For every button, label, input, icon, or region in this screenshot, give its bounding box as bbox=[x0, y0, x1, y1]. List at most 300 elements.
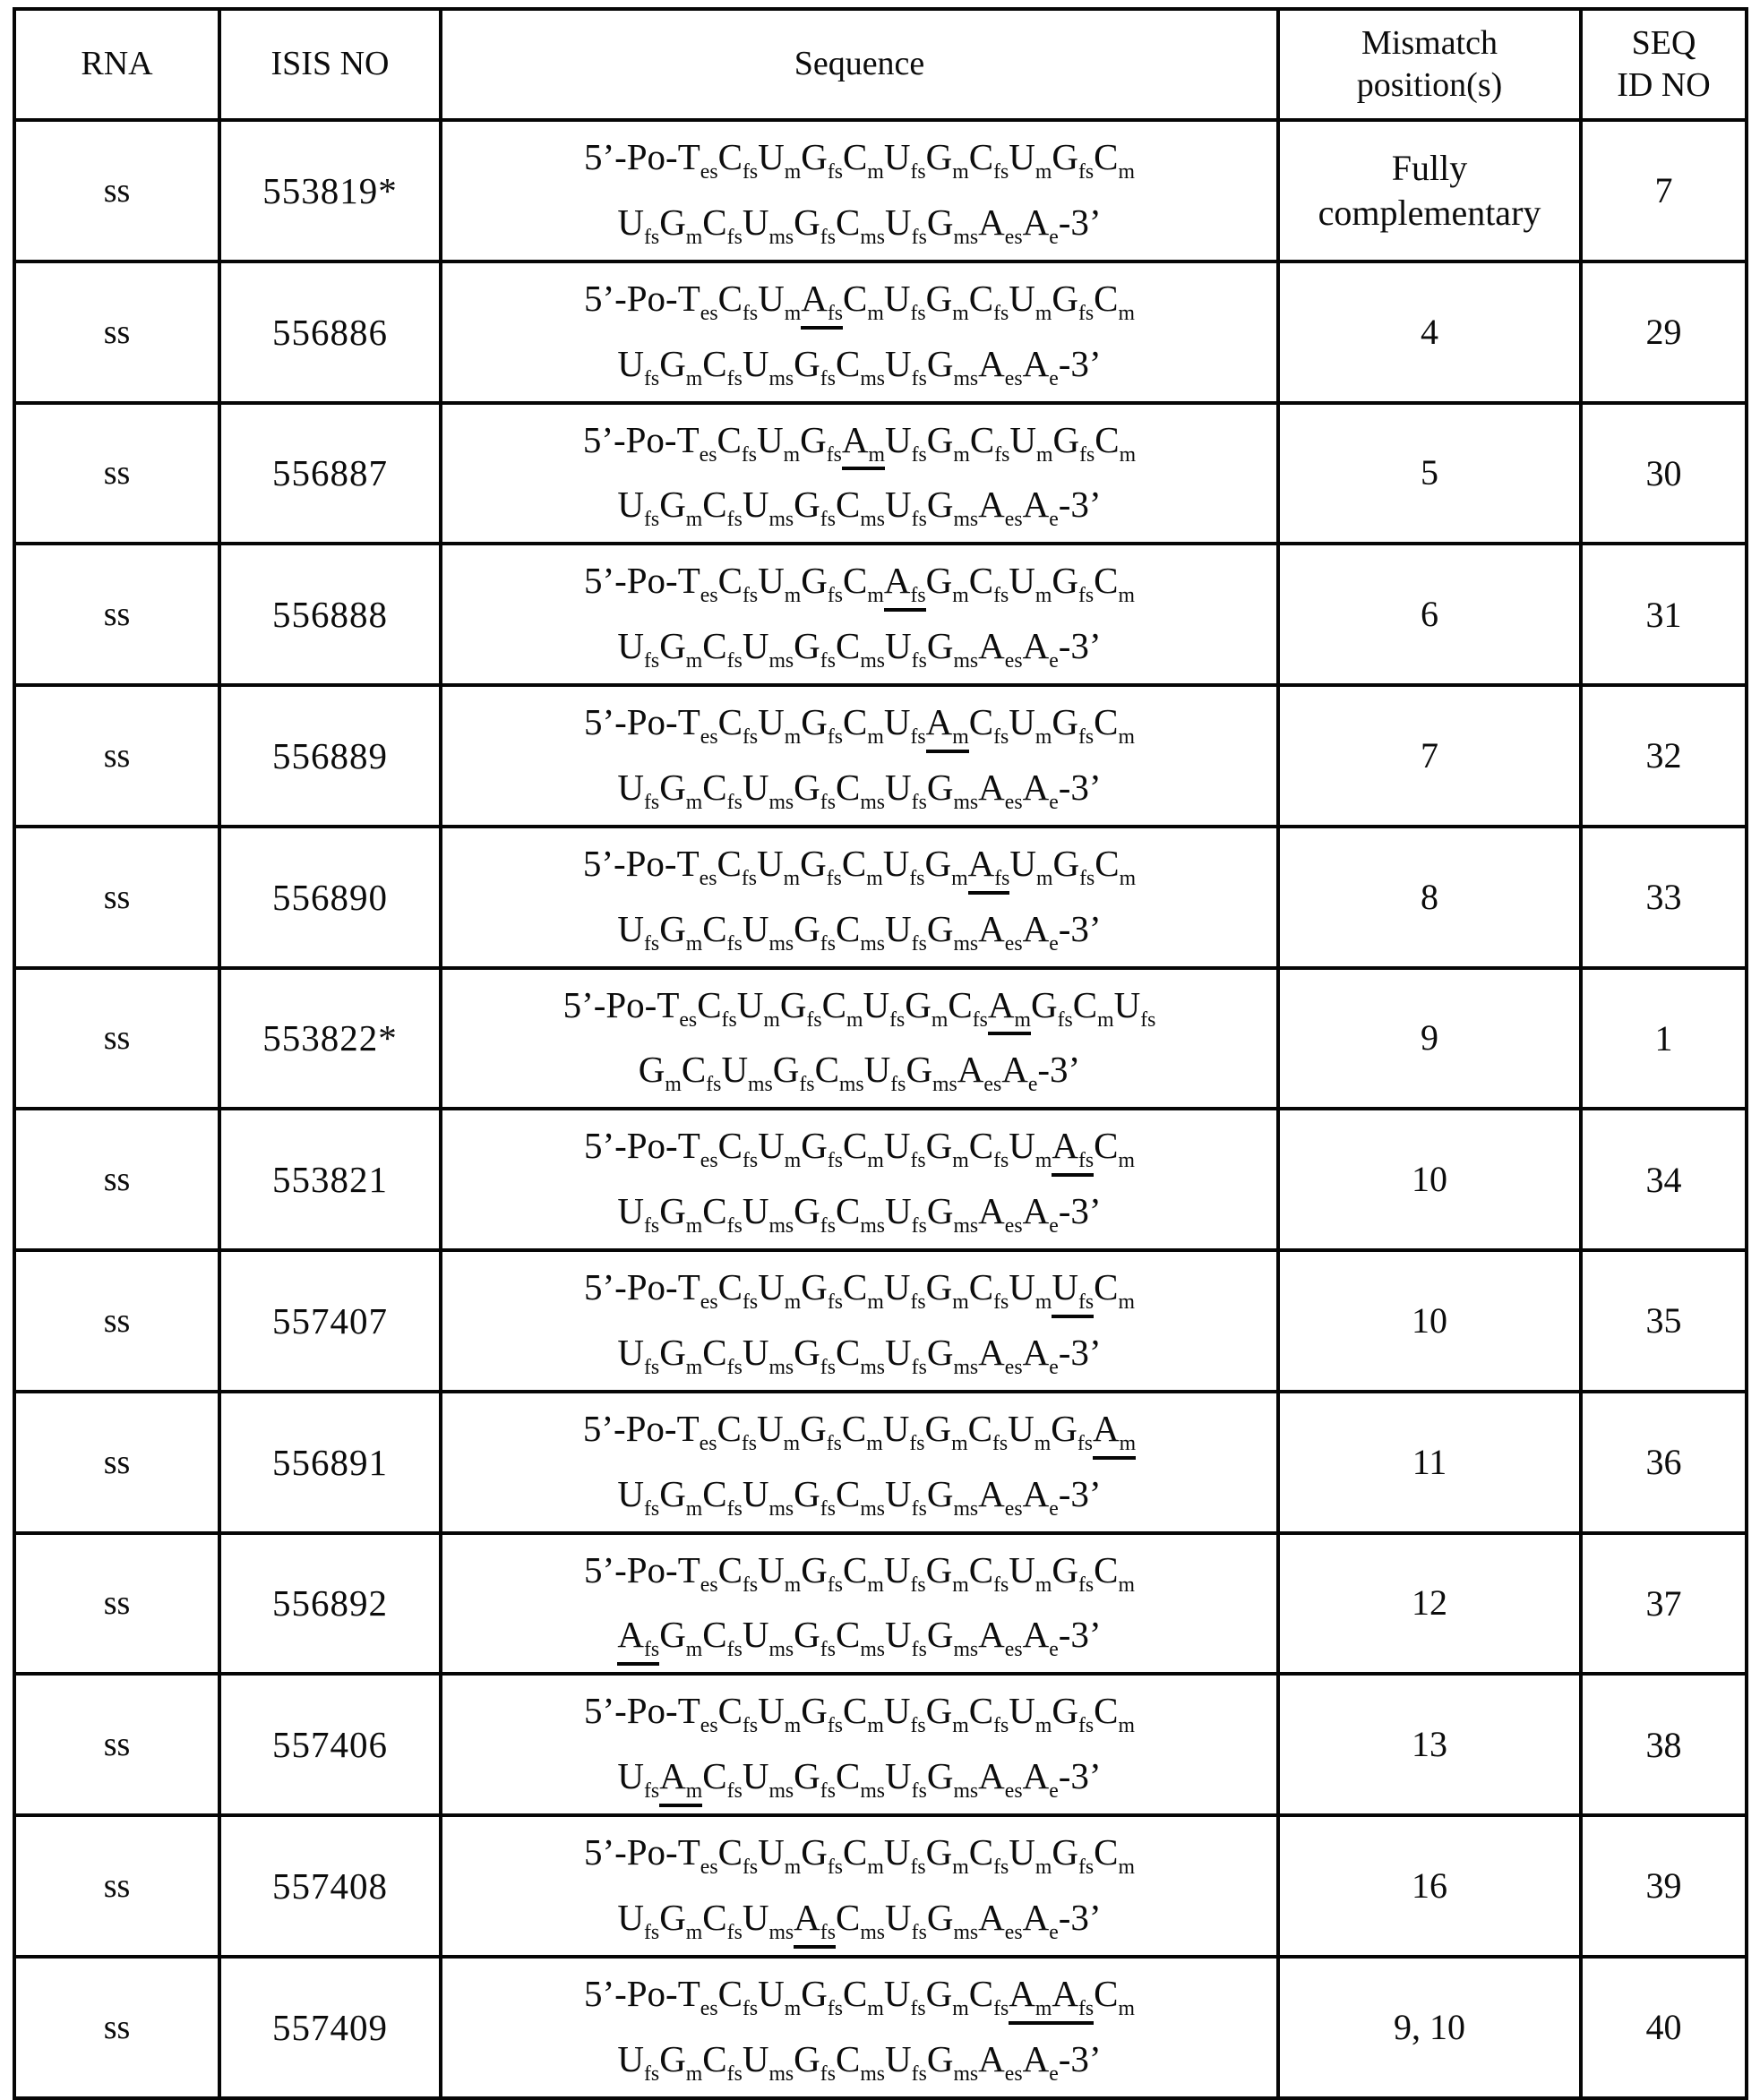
chemistry-subscript: fs bbox=[726, 1214, 743, 1239]
table-row bbox=[14, 120, 1747, 261]
isis-cell: 557409 bbox=[219, 1957, 441, 2098]
chemistry-subscript: es bbox=[699, 866, 717, 890]
chemistry-subscript: fs bbox=[721, 1007, 737, 1032]
chemistry-subscript: fs bbox=[827, 584, 843, 608]
table-row bbox=[14, 261, 1747, 403]
rna-cell: ss bbox=[14, 403, 219, 544]
chemistry-subscript: m bbox=[685, 508, 703, 532]
chemistry-subscript: ms bbox=[860, 366, 886, 390]
chemistry-subscript: es bbox=[1004, 508, 1023, 532]
sequence-line-1: $5’-Po-T_{es}C_{fs}U_mG_{fs}C_mU_{fs}G_mC_{fs}A_mG_{fs}C_mU_{fs}$ bbox=[448, 973, 1271, 1039]
chemistry-subscript: fs bbox=[911, 1779, 927, 1804]
chemistry-subscript: fs bbox=[1078, 1855, 1095, 1879]
chemistry-subscript: fs bbox=[827, 1149, 843, 1173]
chemistry-subscript: fs bbox=[726, 1779, 743, 1804]
chemistry-subscript: es bbox=[700, 1573, 718, 1597]
mismatch-cell: 12 bbox=[1278, 1533, 1581, 1675]
chemistry-subscript: m bbox=[685, 790, 703, 814]
chemistry-subscript: es bbox=[699, 1431, 717, 1455]
sequence-cell bbox=[441, 120, 1278, 261]
table-row bbox=[14, 968, 1747, 1110]
chemistry-subscript: fs bbox=[726, 1920, 743, 1944]
chemistry-subscript: es bbox=[700, 1290, 718, 1314]
chemistry-subscript: fs bbox=[742, 1149, 759, 1173]
chemistry-subscript: fs bbox=[910, 584, 926, 608]
chemistry-subscript: fs bbox=[994, 866, 1010, 890]
rna-cell: ss bbox=[14, 544, 219, 685]
chemistry-subscript: e bbox=[1049, 1355, 1059, 1379]
chemistry-subscript: ms bbox=[860, 1496, 886, 1521]
chemistry-subscript: fs bbox=[910, 724, 926, 749]
chemistry-subscript: m bbox=[952, 159, 969, 184]
chemistry-subscript: fs bbox=[910, 159, 926, 184]
sequence-line-1: $5’-Po-T_{es}C_{fs}U_mG_{fs}C_mU_{fs}G_mC_{fs}U_mG_{fs}C_m$ bbox=[583, 1831, 1136, 1879]
sequence-line-2: $U_{fs}G_mC_{fs}U_{ms}G_{fs}C_{ms}U_{fs}G_{ms}A_{es}A_e-3$’ bbox=[617, 201, 1102, 249]
chemistry-subscript: es bbox=[983, 1073, 1002, 1097]
mismatch-cell: 6 bbox=[1278, 544, 1581, 685]
rna-cell: ss bbox=[14, 685, 219, 827]
mismatch-underline: $A_{fs}$ bbox=[968, 845, 1010, 895]
chemistry-subscript: fs bbox=[741, 442, 757, 467]
sequence-line-1: $5’-Po-T_{es}C_{fs}U_mA_{fs}C_mU_{fs}G_mC_{fs}U_mG_{fs}C_m$ bbox=[448, 267, 1271, 332]
header-rna: RNA bbox=[14, 9, 219, 120]
chemistry-subscript: es bbox=[1004, 225, 1023, 249]
sequence-line-2: $U_{fs}A_mC_{fs}U_{ms}G_{fs}C_{ms}U_{fs}G_{ms}A_{es}A_e-3$’ bbox=[448, 1744, 1271, 1810]
isis-cell: 553819* bbox=[219, 120, 441, 261]
chemistry-subscript: ms bbox=[768, 649, 794, 673]
sequence-cell bbox=[441, 544, 1278, 685]
chemistry-subscript: fs bbox=[1057, 1007, 1073, 1032]
chemistry-subscript: fs bbox=[820, 1355, 836, 1379]
chemistry-subscript: m bbox=[784, 1290, 802, 1314]
chemistry-subscript: m bbox=[685, 1214, 703, 1239]
chemistry-subscript: m bbox=[867, 1714, 884, 1738]
seqid-cell: 1 bbox=[1581, 968, 1747, 1110]
chemistry-subscript: fs bbox=[993, 1855, 1009, 1879]
seqid-cell: 7 bbox=[1581, 120, 1747, 261]
sequence-line-1: $5’-Po-T_{es}C_{fs}U_mG_{fs}C_mU_{fs}G_mC_{fs}U_mG_{fs}C_m$ bbox=[583, 1548, 1136, 1597]
chemistry-subscript: fs bbox=[911, 1496, 927, 1521]
chemistry-subscript: fs bbox=[911, 2061, 927, 2086]
chemistry-subscript: m bbox=[685, 2061, 703, 2086]
chemistry-subscript: m bbox=[867, 724, 884, 749]
mismatch-cell: 13 bbox=[1278, 1674, 1581, 1815]
sequence-line-1: $5’-Po-T_{es}C_{fs}U_mG_{fs}C_mU_{fs}A_mC_{fs}U_mG_{fs}C_m$ bbox=[448, 690, 1271, 756]
chemistry-subscript: m bbox=[685, 225, 703, 249]
chemistry-subscript: fs bbox=[827, 1290, 843, 1314]
chemistry-subscript: ms bbox=[953, 1496, 979, 1521]
seqid-cell: 30 bbox=[1581, 403, 1747, 544]
chemistry-subscript: fs bbox=[911, 1355, 927, 1379]
chemistry-subscript: fs bbox=[742, 1714, 759, 1738]
chemistry-subscript: m bbox=[952, 724, 969, 749]
sequence-cell bbox=[441, 1533, 1278, 1675]
sequence-line-1: $5’-Po-T_{es}C_{fs}U_mG_{fs}A_mU_{fs}G_mC_{fs}U_mG_{fs}C_m$ bbox=[448, 408, 1271, 474]
chemistry-subscript: m bbox=[1035, 1149, 1052, 1173]
chemistry-subscript: fs bbox=[827, 159, 843, 184]
chemistry-subscript: ms bbox=[953, 649, 979, 673]
chemistry-subscript: m bbox=[784, 724, 802, 749]
header-mismatch-positions: Mismatch position(s) bbox=[1278, 9, 1581, 120]
header-row bbox=[14, 9, 1747, 120]
sequence-cell bbox=[441, 1250, 1278, 1392]
chemistry-subscript: fs bbox=[993, 584, 1009, 608]
chemistry-subscript: m bbox=[1035, 724, 1052, 749]
rna-cell: ss bbox=[14, 261, 219, 403]
chemistry-subscript: ms bbox=[768, 225, 794, 249]
chemistry-subscript: m bbox=[1119, 442, 1137, 467]
chemistry-subscript: ms bbox=[768, 1638, 794, 1662]
chemistry-subscript: m bbox=[1014, 1007, 1031, 1032]
table-row bbox=[14, 1109, 1747, 1250]
chemistry-subscript: fs bbox=[726, 225, 743, 249]
mismatch-cell: 11 bbox=[1278, 1392, 1581, 1533]
chemistry-subscript: fs bbox=[644, 931, 660, 956]
chemistry-subscript: fs bbox=[644, 508, 660, 532]
chemistry-subscript: m bbox=[784, 1149, 802, 1173]
chemistry-subscript: es bbox=[1004, 931, 1023, 956]
chemistry-subscript: fs bbox=[726, 366, 743, 390]
mismatch-underline: $A_m$ bbox=[988, 987, 1031, 1036]
chemistry-subscript: ms bbox=[953, 790, 979, 814]
chemistry-subscript: m bbox=[685, 1355, 703, 1379]
seqid-cell: 32 bbox=[1581, 685, 1747, 827]
chemistry-subscript: ms bbox=[860, 1355, 886, 1379]
chemistry-subscript: m bbox=[1036, 866, 1053, 890]
chemistry-subscript: m bbox=[867, 1573, 884, 1597]
mismatch-cell: 8 bbox=[1278, 827, 1581, 968]
table-row bbox=[14, 1250, 1747, 1392]
isis-cell: 553821 bbox=[219, 1109, 441, 1250]
chemistry-subscript: fs bbox=[820, 1214, 836, 1239]
chemistry-subscript: e bbox=[1049, 508, 1059, 532]
chemistry-subscript: fs bbox=[827, 301, 843, 325]
sequence-cell bbox=[441, 403, 1278, 544]
chemistry-subscript: fs bbox=[820, 1920, 836, 1944]
chemistry-subscript: fs bbox=[827, 724, 843, 749]
sequence-cell bbox=[441, 1815, 1278, 1957]
chemistry-subscript: m bbox=[867, 301, 884, 325]
chemistry-subscript: ms bbox=[953, 366, 979, 390]
chemistry-subscript: ms bbox=[953, 1638, 979, 1662]
chemistry-subscript: ms bbox=[768, 1920, 794, 1944]
chemistry-subscript: m bbox=[783, 866, 801, 890]
chemistry-subscript: fs bbox=[726, 1638, 743, 1662]
chemistry-subscript: fs bbox=[742, 301, 759, 325]
chemistry-subscript: fs bbox=[993, 1573, 1009, 1597]
chemistry-subscript: e bbox=[1049, 931, 1059, 956]
chemistry-subscript: fs bbox=[1078, 724, 1095, 749]
chemistry-subscript: fs bbox=[910, 1855, 926, 1879]
chemistry-subscript: ms bbox=[953, 1920, 979, 1944]
chemistry-subscript: fs bbox=[827, 1573, 843, 1597]
chemistry-subscript: m bbox=[867, 1855, 884, 1879]
chemistry-subscript: ms bbox=[953, 1355, 979, 1379]
table-row bbox=[14, 544, 1747, 685]
chemistry-subscript: fs bbox=[1078, 584, 1095, 608]
table-row bbox=[14, 1815, 1747, 1957]
sequence-line-2: $U_{fs}G_mC_{fs}U_{ms}G_{fs}C_{ms}U_{fs}G_{ms}A_{es}A_e-3$’ bbox=[617, 1331, 1102, 1379]
chemistry-subscript: ms bbox=[748, 1073, 773, 1097]
chemistry-subscript: ms bbox=[953, 931, 979, 956]
chemistry-subscript: es bbox=[1004, 1920, 1023, 1944]
chemistry-subscript: e bbox=[1027, 1073, 1038, 1097]
table-row bbox=[14, 403, 1747, 544]
chemistry-subscript: fs bbox=[1078, 1290, 1095, 1314]
mismatch-underline: $A_m$ bbox=[926, 704, 969, 753]
chemistry-subscript: fs bbox=[994, 442, 1010, 467]
chemistry-subscript: fs bbox=[911, 649, 927, 673]
table-row bbox=[14, 1392, 1747, 1533]
isis-cell: 557408 bbox=[219, 1815, 441, 1957]
chemistry-subscript: m bbox=[1035, 159, 1052, 184]
chemistry-subscript: fs bbox=[644, 225, 660, 249]
seqid-cell: 40 bbox=[1581, 1957, 1747, 2098]
chemistry-subscript: fs bbox=[742, 159, 759, 184]
chemistry-subscript: ms bbox=[768, 366, 794, 390]
chemistry-subscript: ms bbox=[768, 2061, 794, 2086]
isis-cell: 556890 bbox=[219, 827, 441, 968]
chemistry-subscript: ms bbox=[953, 508, 979, 532]
chemistry-subscript: m bbox=[1118, 159, 1136, 184]
chemistry-subscript: ms bbox=[953, 225, 979, 249]
chemistry-subscript: fs bbox=[911, 508, 927, 532]
chemistry-subscript: fs bbox=[911, 1920, 927, 1944]
chemistry-subscript: m bbox=[1119, 1431, 1137, 1455]
sequence-line-2: $U_{fs}G_mC_{fs}U_{ms}G_{fs}C_{ms}U_{fs}G_{ms}A_{es}A_e-3$’ bbox=[617, 1472, 1102, 1521]
chemistry-subscript: fs bbox=[827, 1714, 843, 1738]
chemistry-subscript: m bbox=[1118, 1149, 1136, 1173]
chemistry-subscript: ms bbox=[860, 931, 886, 956]
seqid-cell: 31 bbox=[1581, 544, 1747, 685]
chemistry-subscript: fs bbox=[911, 225, 927, 249]
chemistry-subscript: m bbox=[868, 442, 885, 467]
mismatch-cell: 9, 10 bbox=[1278, 1957, 1581, 2098]
chemistry-subscript: fs bbox=[726, 508, 743, 532]
seqid-cell: 37 bbox=[1581, 1533, 1747, 1675]
chemistry-subscript: fs bbox=[742, 1573, 759, 1597]
chemistry-subscript: m bbox=[1118, 1573, 1136, 1597]
chemistry-subscript: m bbox=[952, 1714, 969, 1738]
chemistry-subscript: fs bbox=[726, 1355, 743, 1379]
chemistry-subscript: fs bbox=[820, 790, 836, 814]
sequence-line-2: $U_{fs}G_mC_{fs}U_{ms}G_{fs}C_{ms}U_{fs}G_{ms}A_{es}A_e-3$’ bbox=[617, 484, 1102, 532]
table-row bbox=[14, 1674, 1747, 1815]
chemistry-subscript: fs bbox=[726, 790, 743, 814]
rna-cell: ss bbox=[14, 968, 219, 1110]
sequence-cell bbox=[441, 968, 1278, 1110]
isis-cell: 553822* bbox=[219, 968, 441, 1110]
chemistry-subscript: ms bbox=[932, 1073, 957, 1097]
chemistry-subscript: fs bbox=[820, 508, 836, 532]
chemistry-subscript: m bbox=[866, 1431, 883, 1455]
chemistry-subscript: m bbox=[1035, 584, 1052, 608]
chemistry-subscript: fs bbox=[992, 1431, 1009, 1455]
chemistry-subscript: fs bbox=[1078, 1149, 1095, 1173]
isis-cell: 557406 bbox=[219, 1674, 441, 1815]
chemistry-subscript: fs bbox=[644, 1355, 660, 1379]
chemistry-subscript: ms bbox=[768, 1214, 794, 1239]
chemistry-subscript: fs bbox=[726, 931, 743, 956]
chemistry-subscript: es bbox=[700, 1855, 718, 1879]
chemistry-subscript: m bbox=[951, 866, 968, 890]
chemistry-subscript: m bbox=[1035, 301, 1052, 325]
chemistry-subscript: fs bbox=[742, 1996, 759, 2020]
chemistry-subscript: fs bbox=[910, 1290, 926, 1314]
chemistry-subscript: m bbox=[784, 301, 802, 325]
chemistry-subscript: fs bbox=[820, 366, 836, 390]
sequence-line-1: $5’-Po-T_{es}C_{fs}U_mG_{fs}C_mA_{fs}G_mC_{fs}U_mG_{fs}C_m$ bbox=[448, 549, 1271, 614]
chemistry-subscript: fs bbox=[1079, 866, 1095, 890]
chemistry-subscript: ms bbox=[838, 1073, 864, 1097]
mismatch-underline: $A_{fs}$ bbox=[884, 562, 926, 612]
chemistry-subscript: m bbox=[953, 442, 970, 467]
chemistry-subscript: m bbox=[784, 584, 802, 608]
rna-cell: ss bbox=[14, 1250, 219, 1392]
chemistry-subscript: m bbox=[1119, 866, 1137, 890]
chemistry-subscript: fs bbox=[644, 1779, 660, 1804]
chemistry-subscript: fs bbox=[820, 225, 836, 249]
chemistry-subscript: fs bbox=[820, 2061, 836, 2086]
sequence-cell bbox=[441, 1392, 1278, 1533]
chemistry-subscript: ms bbox=[860, 225, 886, 249]
seqid-cell: 36 bbox=[1581, 1392, 1747, 1533]
table-row bbox=[14, 827, 1747, 968]
chemistry-subscript: fs bbox=[1078, 1714, 1095, 1738]
seqid-cell: 35 bbox=[1581, 1250, 1747, 1392]
table-body bbox=[14, 120, 1747, 2098]
chemistry-subscript: ms bbox=[953, 1779, 979, 1804]
sequence-line-2: $U_{fs}G_mC_{fs}U_{ms}G_{fs}C_{ms}U_{fs}G_{ms}A_{es}A_e-3$’ bbox=[617, 766, 1102, 814]
mismatch-cell: Fully complementary bbox=[1278, 120, 1581, 261]
mismatch-cell: 4 bbox=[1278, 261, 1581, 403]
chemistry-subscript: e bbox=[1049, 649, 1059, 673]
table-row bbox=[14, 685, 1747, 827]
chemistry-subscript: ms bbox=[768, 1779, 794, 1804]
rna-cell: ss bbox=[14, 1957, 219, 2098]
chemistry-subscript: m bbox=[1118, 301, 1136, 325]
sequence-line-2: $U_{fs}G_mC_{fs}U_{ms}G_{fs}C_{ms}U_{fs}G_{ms}A_{es}A_e-3$’ bbox=[617, 625, 1102, 673]
chemistry-subscript: fs bbox=[742, 1855, 759, 1879]
mismatch-underline: $A_{fs}$ bbox=[794, 1899, 836, 1949]
header-isis-no: ISIS NO bbox=[219, 9, 441, 120]
chemistry-subscript: m bbox=[1118, 1855, 1136, 1879]
mismatch-underline: $U_{fs}$ bbox=[1052, 1269, 1094, 1318]
chemistry-subscript: fs bbox=[910, 1149, 926, 1173]
chemistry-subscript: fs bbox=[993, 724, 1009, 749]
sequence-cell bbox=[441, 685, 1278, 827]
sequence-cell bbox=[441, 1109, 1278, 1250]
sequence-line-1: $5’-Po-T_{es}C_{fs}U_mG_{fs}C_mU_{fs}G_mC_{fs}U_mA_{fs}C_m$ bbox=[448, 1114, 1271, 1179]
chemistry-subscript: ms bbox=[768, 790, 794, 814]
chemistry-subscript: fs bbox=[826, 442, 842, 467]
chemistry-subscript: fs bbox=[726, 1496, 743, 1521]
chemistry-subscript: fs bbox=[820, 1496, 836, 1521]
sequence-cell bbox=[441, 827, 1278, 968]
chemistry-subscript: ms bbox=[860, 1920, 886, 1944]
table-row bbox=[14, 1957, 1747, 2098]
sequence-line-1: $5’-Po-T_{es}C_{fs}U_mG_{fs}C_mU_{fs}G_mC_{fs}U_mG_{fs}A_m$ bbox=[448, 1397, 1271, 1462]
chemistry-subscript: fs bbox=[644, 2061, 660, 2086]
sequence-line-2: $U_{fs}G_mC_{fs}U_{ms}G_{fs}C_{ms}U_{fs}G_{ms}A_{es}A_e-3$’ bbox=[617, 1190, 1102, 1239]
chemistry-subscript: fs bbox=[911, 366, 927, 390]
chemistry-subscript: es bbox=[1004, 1355, 1023, 1379]
chemistry-subscript: m bbox=[867, 159, 884, 184]
sequence-line-2: $U_{fs}G_mC_{fs}U_{ms}A_{fs}C_{ms}U_{fs}G_{ms}A_{es}A_e-3$’ bbox=[448, 1886, 1271, 1951]
chemistry-subscript: fs bbox=[993, 159, 1009, 184]
chemistry-subscript: ms bbox=[860, 790, 886, 814]
sequence-line-1: $5’-Po-T_{es}C_{fs}U_mG_{fs}C_mU_{fs}G_mC_{fs}U_mU_{fs}C_m$ bbox=[448, 1256, 1271, 1321]
chemistry-subscript: fs bbox=[706, 1073, 722, 1097]
chemistry-subscript: m bbox=[1035, 1573, 1052, 1597]
mismatch-cell: 5 bbox=[1278, 403, 1581, 544]
chemistry-subscript: e bbox=[1049, 1779, 1059, 1804]
chemistry-subscript: m bbox=[783, 1431, 801, 1455]
chemistry-subscript: fs bbox=[644, 790, 660, 814]
rna-cell: ss bbox=[14, 1533, 219, 1675]
chemistry-subscript: m bbox=[952, 1996, 969, 2020]
chemistry-subscript: e bbox=[1049, 2061, 1059, 2086]
chemistry-subscript: m bbox=[867, 584, 884, 608]
chemistry-subscript: m bbox=[1035, 1290, 1052, 1314]
chemistry-subscript: fs bbox=[799, 1073, 815, 1097]
chemistry-subscript: es bbox=[700, 301, 718, 325]
chemistry-subscript: ms bbox=[953, 1214, 979, 1239]
sequence-line-2: $U_{fs}G_mC_{fs}U_{ms}G_{fs}C_{ms}U_{fs}G_{ms}A_{es}A_e-3$’ bbox=[617, 907, 1102, 956]
sequence-cell bbox=[441, 261, 1278, 403]
chemistry-subscript: ms bbox=[768, 508, 794, 532]
chemistry-subscript: fs bbox=[911, 442, 927, 467]
chemistry-subscript: e bbox=[1049, 1638, 1059, 1662]
chemistry-subscript: fs bbox=[911, 1214, 927, 1239]
chemistry-subscript: es bbox=[679, 1007, 698, 1032]
rna-cell: ss bbox=[14, 1674, 219, 1815]
mismatch-cell: 9 bbox=[1278, 968, 1581, 1110]
chemistry-subscript: fs bbox=[820, 931, 836, 956]
chemistry-subscript: es bbox=[1004, 366, 1023, 390]
mismatch-underline: $A_m$ bbox=[1093, 1410, 1136, 1460]
chemistry-subscript: fs bbox=[644, 649, 660, 673]
chemistry-subscript: fs bbox=[644, 1638, 660, 1662]
chemistry-subscript: m bbox=[784, 1855, 802, 1879]
isis-cell: 556892 bbox=[219, 1533, 441, 1675]
chemistry-subscript: fs bbox=[909, 1431, 925, 1455]
chemistry-subscript: es bbox=[700, 584, 718, 608]
chemistry-subscript: fs bbox=[1078, 1996, 1095, 2020]
rna-cell: ss bbox=[14, 1109, 219, 1250]
chemistry-subscript: m bbox=[1118, 1996, 1136, 2020]
chemistry-subscript: m bbox=[685, 931, 703, 956]
mismatch-underline: $A_{fs}$ bbox=[1052, 1127, 1094, 1177]
chemistry-subscript: m bbox=[1118, 1714, 1136, 1738]
chemistry-subscript: fs bbox=[644, 1496, 660, 1521]
sequence-cell bbox=[441, 1674, 1278, 1815]
sequence-line-1: $5’-Po-T_{es}C_{fs}U_mG_{fs}C_mU_{fs}G_mA_{fs}U_mG_{fs}C_m$ bbox=[448, 832, 1271, 897]
chemistry-subscript: es bbox=[1004, 1779, 1023, 1804]
chemistry-subscript: fs bbox=[741, 866, 757, 890]
chemistry-subscript: fs bbox=[827, 1855, 843, 1879]
chemistry-subscript: fs bbox=[644, 1920, 660, 1944]
chemistry-subscript: es bbox=[700, 1714, 718, 1738]
chemistry-subscript: m bbox=[952, 584, 969, 608]
table-header bbox=[14, 9, 1747, 120]
chemistry-subscript: fs bbox=[1140, 1007, 1156, 1032]
chemistry-subscript: fs bbox=[1078, 159, 1095, 184]
chemistry-subscript: e bbox=[1049, 1214, 1059, 1239]
chemistry-subscript: fs bbox=[911, 1638, 927, 1662]
sequence-line-2: $U_{fs}G_mC_{fs}U_{ms}G_{fs}C_{ms}U_{fs}G_{ms}A_{es}A_e-3$’ bbox=[617, 342, 1102, 390]
chemistry-subscript: fs bbox=[820, 1638, 836, 1662]
